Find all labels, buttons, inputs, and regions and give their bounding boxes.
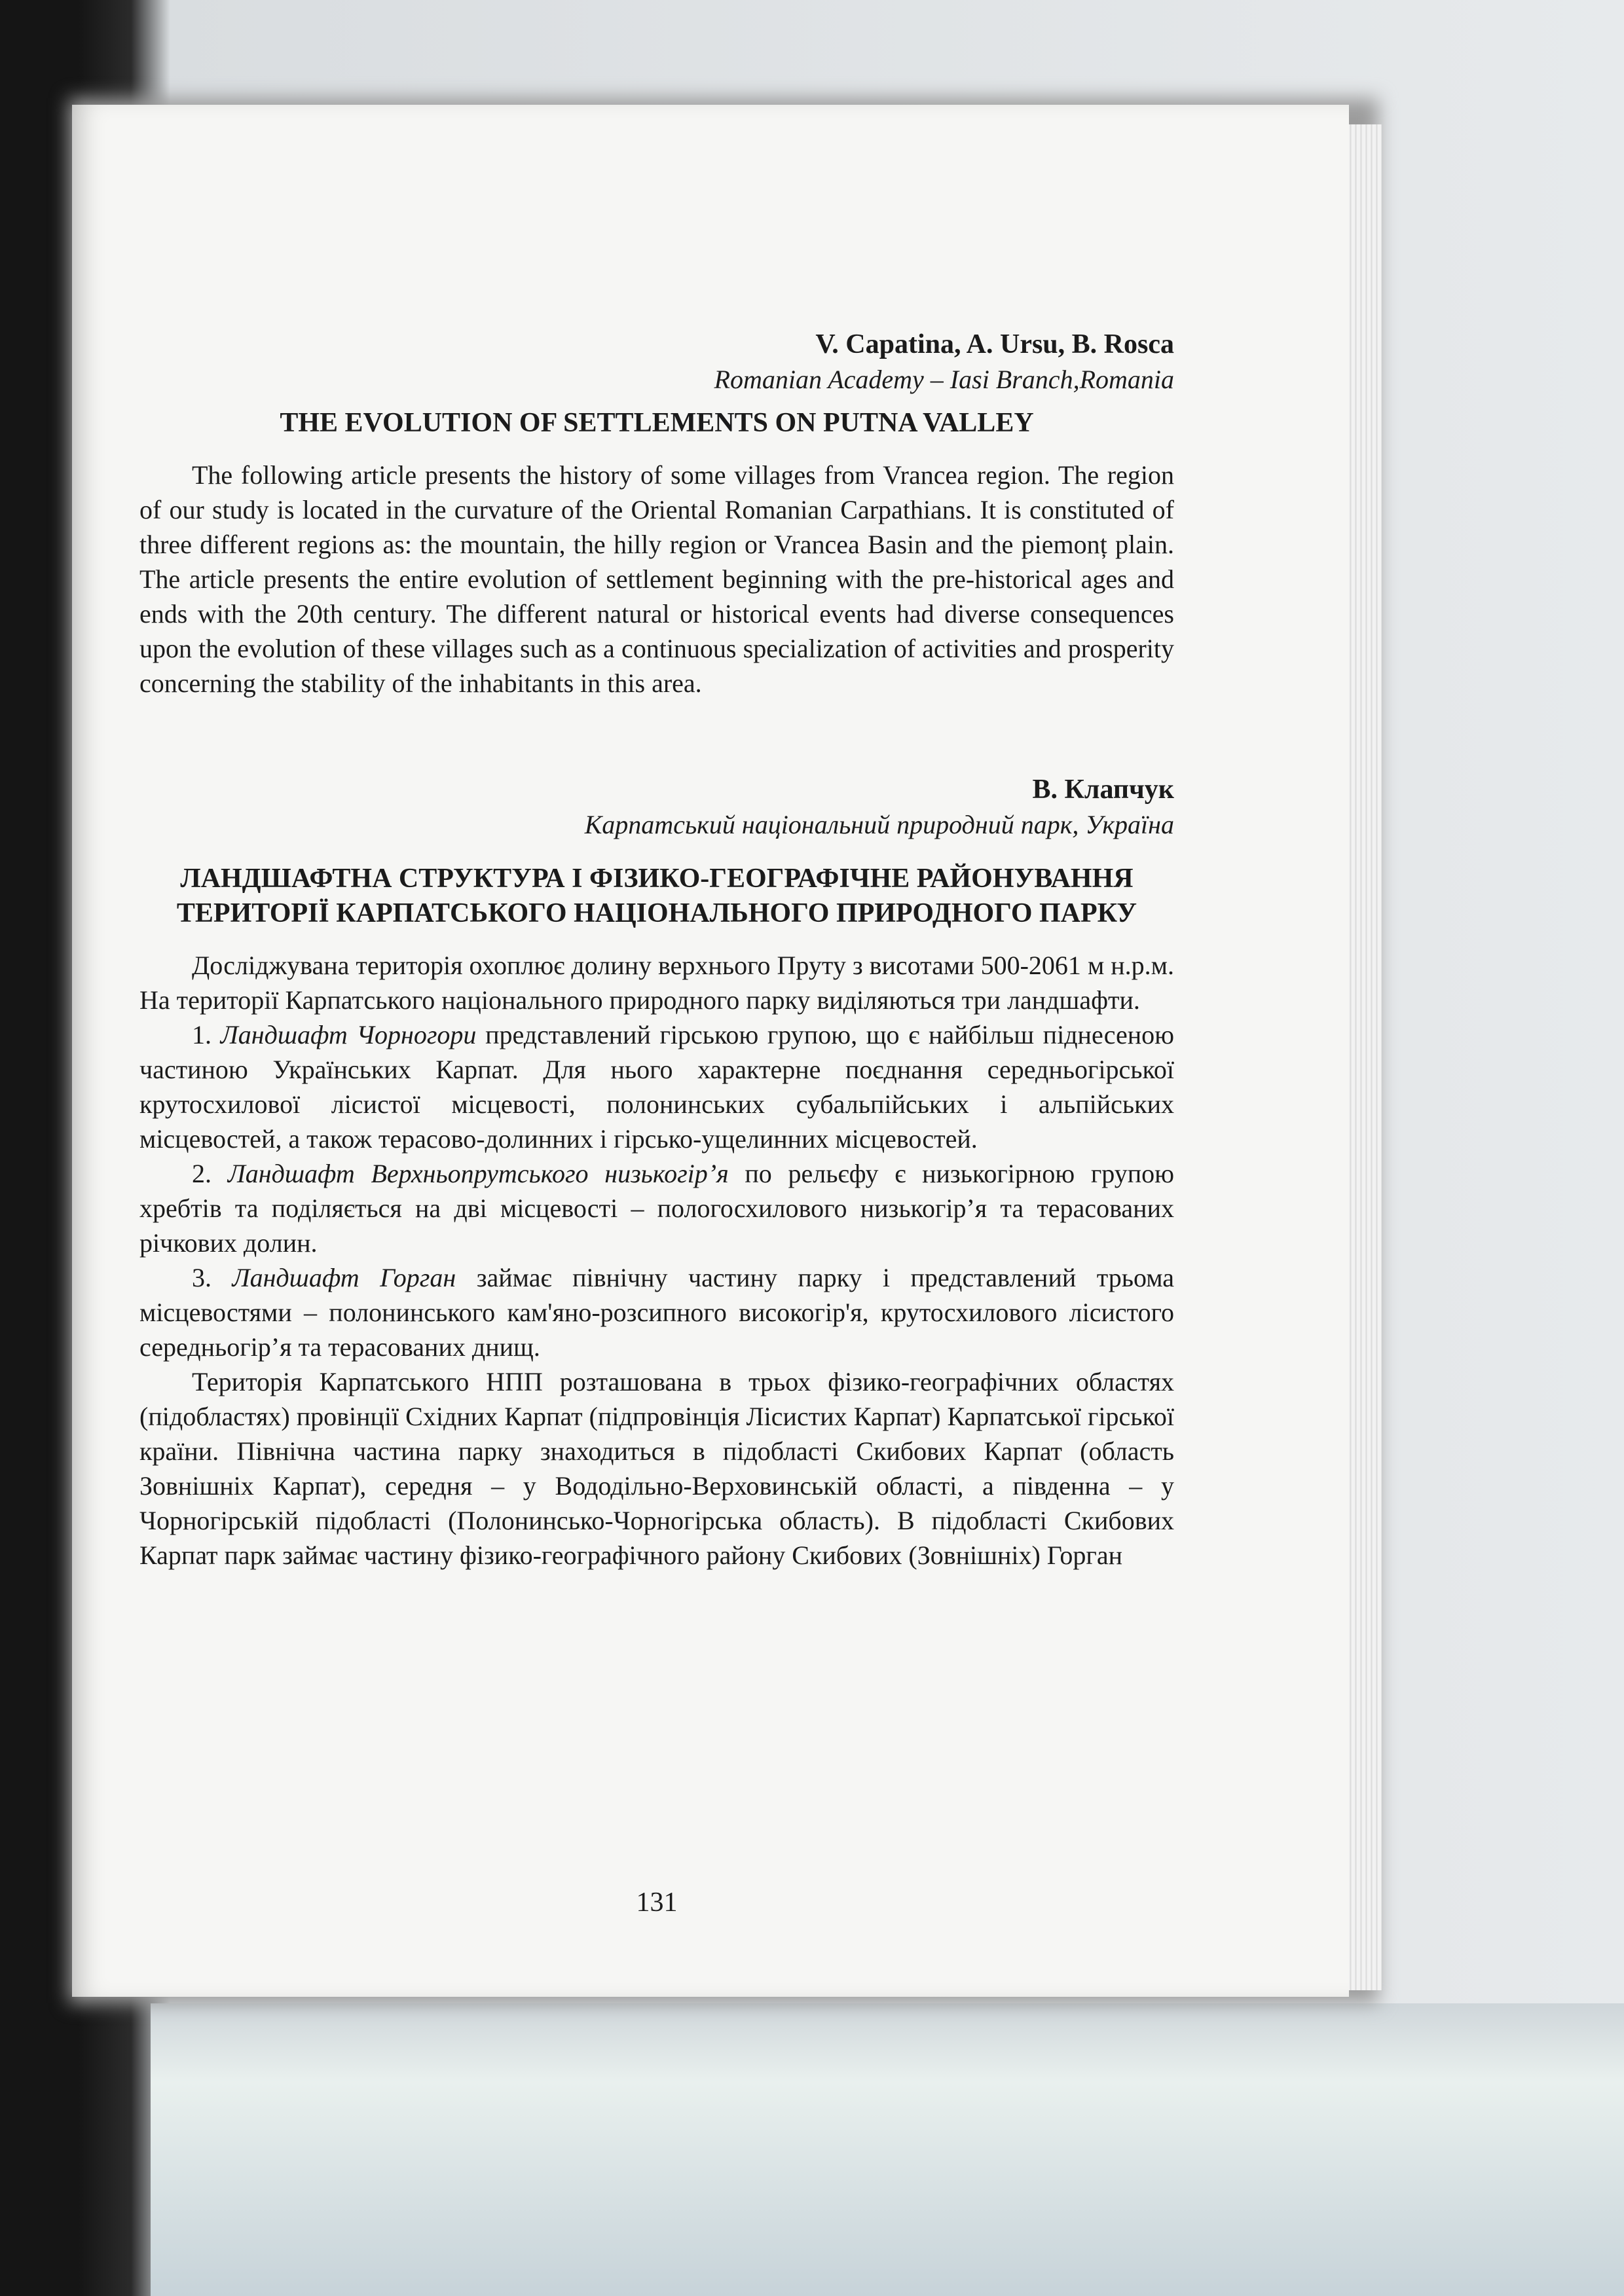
item-text: займає північну частину парку і представлений трьома місцевостями – полонинського кам'яно-розсипного високогір'я, крутосхилового лісистого середньогір’я та терасованих днищ. [139, 1263, 1174, 1362]
item-number: 3. [192, 1263, 212, 1292]
article1-title: THE EVOLUTION OF SETTLEMENTS ON PUTNA VALLEY [280, 408, 1034, 438]
item-text: представлений гірською групою, що є найбільш піднесеною частиною Українських Карпат. Для нього характерне поєднання середньогірської крутосхилової лісистої місцевості, полонинських субальпійських і альпійських місцевостей, а також терасово-долинних і гірсько-ущелинних місцевостей. [139, 1020, 1174, 1154]
landscape-item-3 [139, 1260, 1174, 1364]
article-2 [139, 773, 1174, 1573]
article2-affiliation: Карпатський національний природний парк, Україна [584, 810, 1174, 839]
item-number: 1. [192, 1020, 212, 1049]
item-name: Ландшафт Чорногори [220, 1020, 477, 1049]
article2-author: В. Клапчук [1032, 774, 1174, 805]
item-name: Ландшафт Горган [232, 1263, 456, 1292]
article1-authors: V. Capatina, A. Ursu, B. Rosca [815, 329, 1174, 359]
article1-affiliation: Romanian Academy – Iasi Branch,Romania [714, 365, 1174, 394]
article2-intro: Досліджувана територія охоплює долину верхнього Пруту з висотами 500-2061 м н.р.м. На території Карпатського національного природного парку виділяються три ландшафти. [139, 951, 1174, 1015]
item-text: по рельєфу є низькогірною групою хребтів та поділяється на дві місцевості – пологосхилового низькогір’я та терасованих річкових долин. [139, 1159, 1174, 1258]
item-number: 2. [192, 1159, 212, 1188]
item-name: Ландшафт Верхньопрутського низькогір’я [227, 1159, 729, 1188]
article-1 [139, 327, 1174, 701]
article1-abstract: The following article presents the history of some villages from Vrancea region. The region of our study is located in the curvature of the Oriental Romanian Carpathians. It is constituted of three different regions as: the mountain, the hilly region or Vrancea Basin and the piemonț plain. The article presents the entire evolution of settlement beginning with the pre-historical ages and ends with the 20th century. The different natural or historical events had diverse consequences upon the evolution of these villages such as a continuous specialization of activities and prosperity concerning the stability of the inhabitants in this area. [139, 460, 1174, 698]
article2-closing: Територія Карпатського НПП розташована в трьох фізико-географічних областях (підобластях) провінції Східних Карпат (підпровінція Лісистих Карпат) Карпатської гірської країни. Північна частина парку знаходиться в підобласті Скибових Карпат (область Зовнішніх Карпат), середня – у Вододільно-Верховинській області, а південна – у Чорногірській підобласті (Полонинсько-Чорногірська область). В підобласті Скибових Карпат парк займає частину фізико-географічного району Скибових (Зовнішніх) Горган [139, 1367, 1174, 1570]
landscape-item-1 [139, 1017, 1174, 1156]
page-content [139, 327, 1174, 1573]
article2-title: ЛАНДШАФТНА СТРУКТУРА І ФІЗИКО-ГЕОГРАФІЧНЕ РАЙОНУВАННЯ ТЕРИТОРІЇ КАРПАТСЬКОГО НАЦІОНАЛЬНОГО ПРИРОДНОГО ПАРКУ [176, 864, 1137, 928]
scanner-glare [151, 2003, 1624, 2296]
page-number: 131 [636, 1887, 678, 1918]
landscape-item-2 [139, 1156, 1174, 1260]
